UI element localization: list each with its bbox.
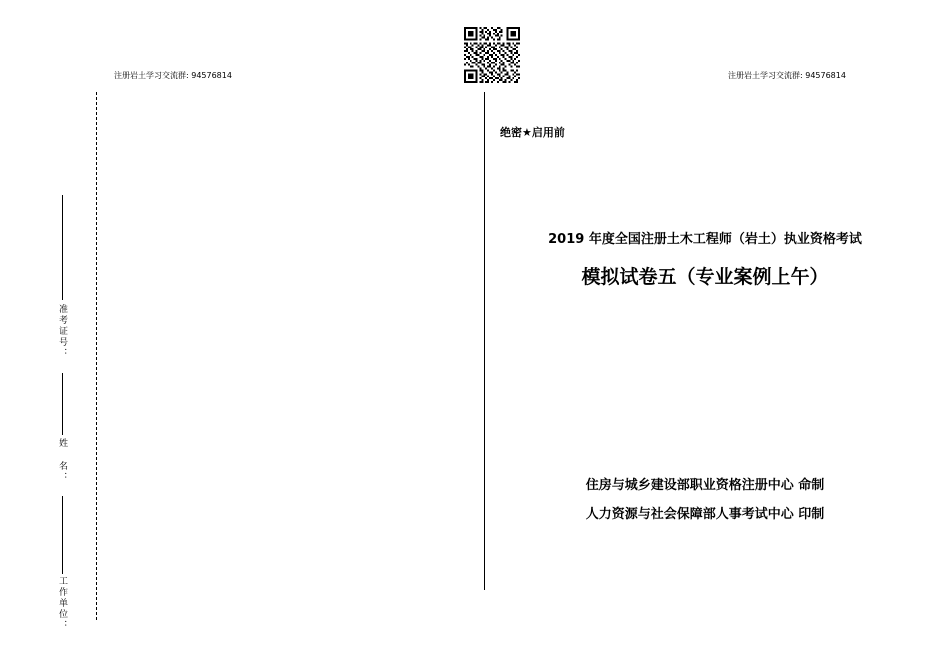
seal-field-admission-number: 准考证号：: [57, 304, 67, 359]
header-right-text: 注册岩土学习交流群: 94576814: [728, 71, 846, 80]
footer-printer-line: 人力资源与社会保障部人事考试中心 印制: [585, 507, 825, 522]
seal-field-work-unit: 工作单位：: [57, 576, 67, 631]
qr-code-icon: [464, 27, 520, 83]
exam-title: 2019 年度全国注册土木工程师（岩土）执业资格考试: [548, 232, 862, 247]
seal-rule-top: [62, 195, 63, 300]
paper-title: 模拟试卷五（专业案例上午）: [581, 266, 829, 288]
seal-rule-mid: [62, 373, 63, 435]
seal-rule-bottom: [62, 496, 63, 574]
seal-dashed-line: [96, 92, 97, 620]
secret-mark: 绝密★启用前: [500, 126, 565, 139]
seal-field-name: 姓 名：: [57, 438, 67, 483]
header-left-text: 注册岩土学习交流群: 94576814: [114, 71, 232, 80]
footer-issuer-line: 住房与城乡建设部职业资格注册中心 命制: [585, 478, 825, 493]
